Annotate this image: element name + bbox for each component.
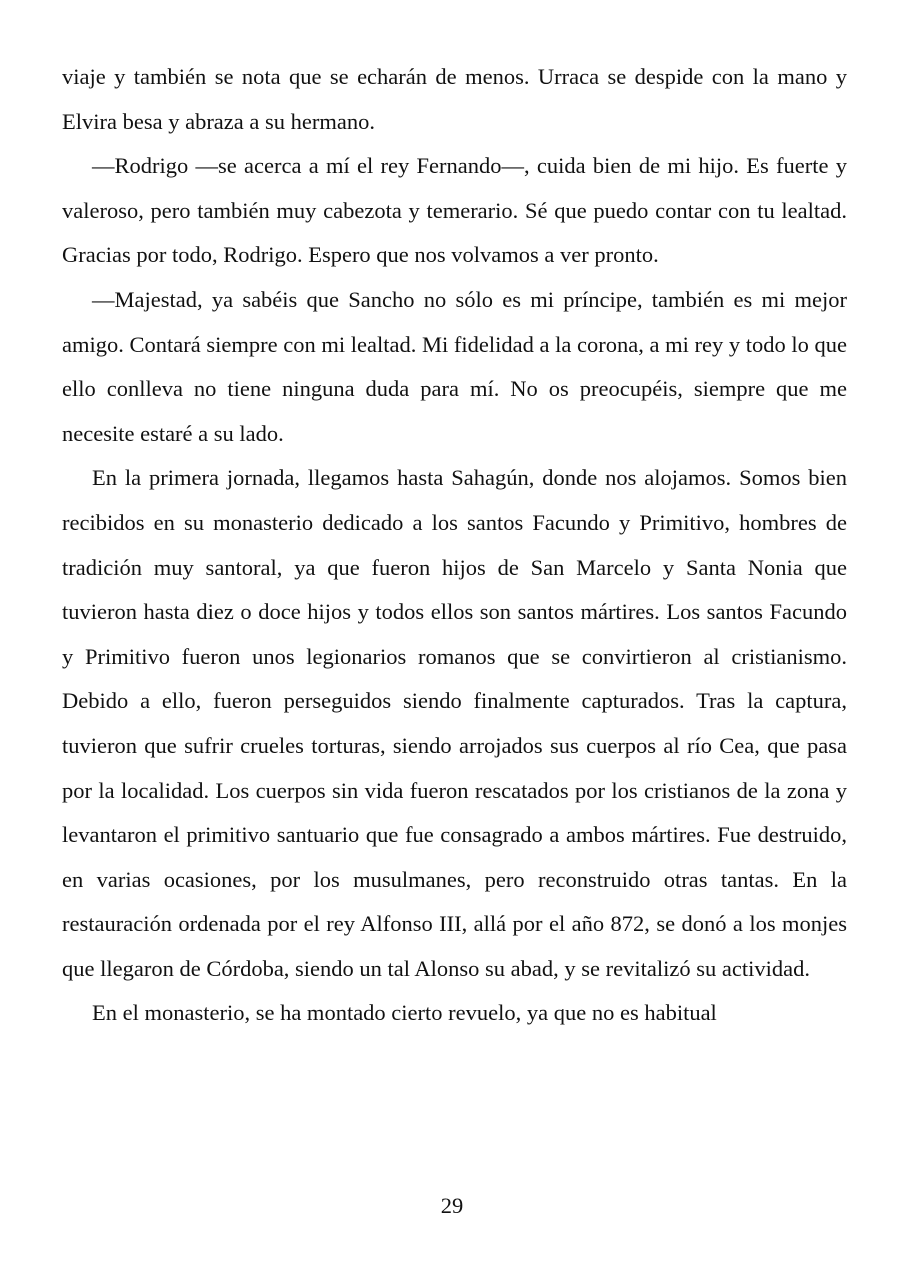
page-body: [62, 55, 847, 1036]
page-number: 29: [440, 1193, 464, 1218]
paragraph-continued: viaje y también se nota que se echarán de menos. Urraca se despide con la mano y Elvira besa y abraza a su hermano.: [62, 64, 847, 134]
paragraph-sahagun: En la primera jornada, llegamos hasta Sahagún, donde nos alojamos. Somos bien recibidos en su monasterio dedicado a los santos Facundo y Primitivo, hombres de tradición muy santoral, ya que fueron hijos de San Marcelo y Santa Nonia que tuvieron hasta diez o doce hijos y todos ellos son santos mártires. Los santos Facundo y Primitivo fueron unos legionarios romanos que se convirtieron al cristianismo. Debido a ello, fueron perseguidos siendo finalmente capturados. Tras la captura, tuvieron que sufrir crueles torturas, siendo arrojados sus cuerpos al río Cea, que pasa por la localidad. Los cuerpos sin vida fueron rescatados por los cristianos de la zona y levantaron el primitivo santuario que fue consagrado a ambos mártires. Fue destruido, en varias ocasiones, por los musulmanes, pero reconstruido otras tantas. En la restauración ordenada por el rey Alfonso III, allá por el año 872, se donó a los monjes que llegaron de Córdoba, siendo un tal Alonso su abad, y se revitalizó su actividad.: [62, 465, 847, 981]
paragraph-monastery: En el monasterio, se ha montado cierto revuelo, ya que no es habitual: [92, 1000, 717, 1026]
paragraph-fernando-dialogue: —Rodrigo —se acerca a mí el rey Fernando—, cuida bien de mi hijo. Es fuerte y valeroso, pero también muy cabezota y temerario. Sé que puedo contar con tu lealtad. Gracias por todo, Rodrigo. Espero que nos volvamos a ver pronto.: [62, 153, 847, 268]
paragraph-rodrigo-reply: —Majestad, ya sabéis que Sancho no sólo es mi príncipe, también es mi mejor amigo. Contará siempre con mi lealtad. Mi fidelidad a la corona, a mi rey y todo lo que ello conlleva no tiene ninguna duda para mí. No os preocupéis, siempre que me necesite estaré a su lado.: [62, 286, 847, 446]
